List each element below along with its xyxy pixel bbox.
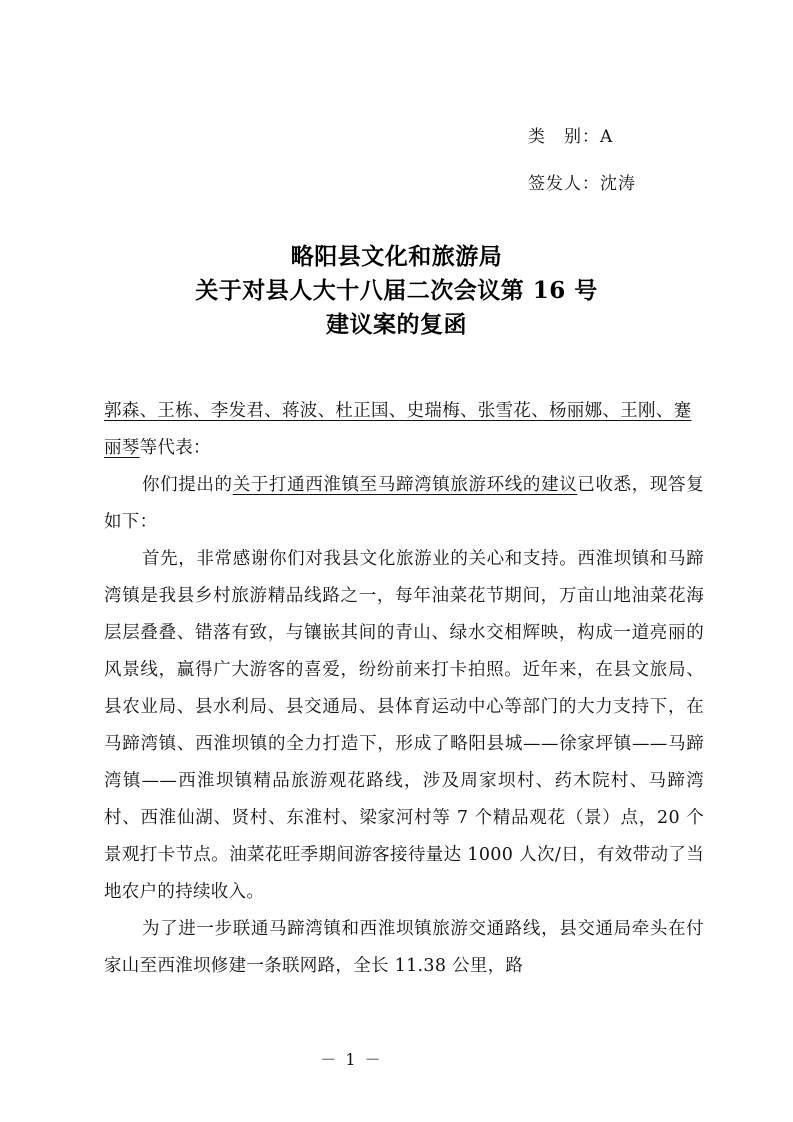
addressee-line xyxy=(104,393,704,467)
paragraph-1-suffix: 已收悉，现答复如下： xyxy=(104,475,704,532)
document-header xyxy=(0,122,793,216)
document-body xyxy=(104,393,704,985)
title-line-3: 建议案的复函 xyxy=(326,311,467,338)
paragraph-1 xyxy=(104,467,704,541)
paragraph-3: 为了进一步联通马蹄湾镇和西淮坝镇旅游交通路线，县交通局牵头在付家山至西淮坝修建一条联网路，全长 11.38 公里，路 xyxy=(104,919,704,976)
addressee-names: 郭森、王栋、李发君、蒋波、杜正国、史瑞梅、张雪花、杨丽娜、王刚、蹇丽琴 xyxy=(104,401,692,458)
title-line-2: 关于对县人大十八届二次会议第 16 号 xyxy=(195,277,598,304)
paragraph-1-prefix: 你们提出的 xyxy=(142,475,233,495)
addressee-suffix: 等代表： xyxy=(139,438,211,458)
paragraph-2: 首先，非常感谢你们对我县文化旅游业的关心和支持。西淮坝镇和马蹄湾镇是我县乡村旅游精品线路之一，每年油菜花节期间，万亩山地油菜花海层层叠叠、错落有致，与镶嵌其间的青山、绿水交相辉映，构成一道亮丽的风景线，赢得广大游客的喜爱，纷纷前来打卡拍照。近年来，在县文旅局、县农业局、县水利局、县交通局、县体育运动中心等部门的大力支持下，在马蹄湾镇、西淮坝镇的全力打造下，形成了略阳县城——徐家坪镇——马蹄湾镇——西淮坝镇精品旅游观花路线，涉及周家坝村、药木院村、马蹄湾村、西淮仙湖、贤村、东淮村、梁家河村等 7 个精品观花（景）点，20 个景观打卡节点。油菜花旺季期间游客接待量达 1000 人次/日，有效带动了当地农户的持续收入。 xyxy=(104,549,704,902)
document-footer xyxy=(0,1047,793,1070)
document-title xyxy=(0,240,793,342)
issuer-line: 签发人：沈涛 xyxy=(528,174,636,194)
paragraph-1-underlined: 关于打通西淮镇至马蹄湾镇旅游环线的建议 xyxy=(232,475,578,495)
category-line: 类 别：A xyxy=(528,127,614,147)
title-line-1: 略阳县文化和旅游局 xyxy=(290,243,503,270)
page-number: － 1 － xyxy=(320,1050,383,1069)
